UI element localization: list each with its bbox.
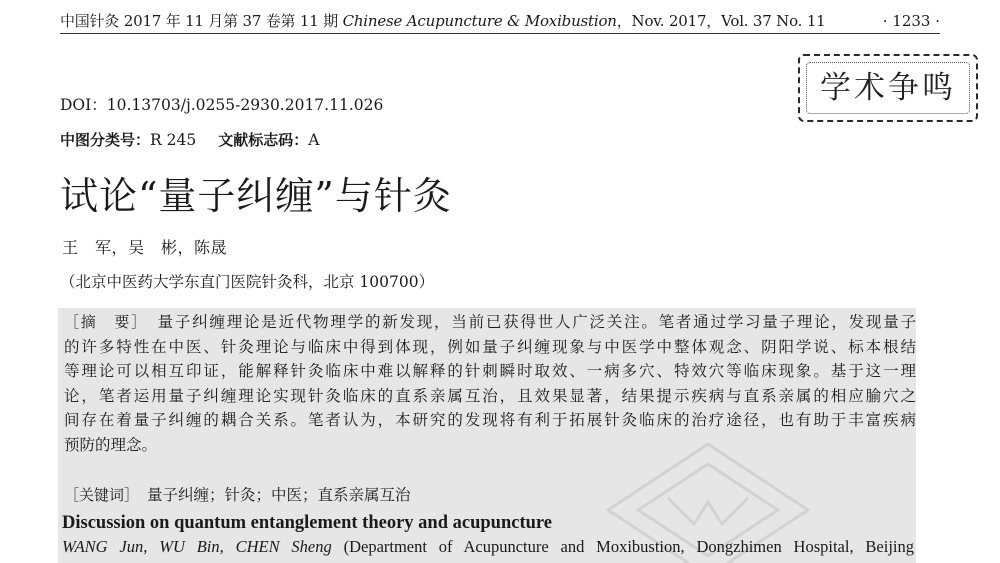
clc-value: R 245 (150, 131, 197, 149)
abstract-line: ［摘 要］ 量子纠缠理论是近代物理学的新发现，当前已获得世人广泛关注。笔者通过学习量子理论，发现量子 (64, 313, 916, 331)
page-number: · 1233 · (882, 12, 940, 30)
abstract-line: 间存在着量子纠缠的耦合关系。笔者认为，本研究的发现将有利于拓展针灸临床的治疗途径，也有助于丰富疾病 (64, 411, 916, 429)
journal-info (60, 10, 826, 32)
doi: DOI：10.13703/j.0255-2930.2017.11.026 (60, 96, 384, 114)
english-authors-line (62, 535, 914, 559)
stamp-text: 学术争鸣 (820, 70, 956, 106)
abstract-tag: ［摘 要］ (64, 313, 141, 331)
classification-line (60, 129, 319, 151)
running-header (60, 10, 940, 32)
document-code-value: A (308, 131, 320, 149)
abstract-line: 论，笔者运用量子纠缠理论实现针灸临床的直系亲属互治，且效果显著，结果提示疾病与直系亲属的相应腧穴之 (64, 386, 916, 405)
journal-name-cn: 中国针灸 2017 年 11 月第 37 卷第 11 期 (60, 12, 338, 30)
document-code-label: 文献标志码： (218, 131, 309, 149)
keywords (64, 483, 411, 507)
english-authors: WANG Jun, WU Bin, CHEN Sheng (62, 537, 332, 556)
clc-label: 中图分类号： (60, 131, 151, 149)
abstract-line: 预防的理念。 (64, 435, 158, 454)
authors: 王 军，吴 彬，陈晟 (62, 238, 228, 257)
abstract (64, 310, 916, 457)
english-title: Discussion on quantum entanglement theory and acupuncture (62, 513, 552, 533)
english-affiliation: (Department of Acupuncture and Moxibustion, Dongzhimen Hospital, Beijing (331, 537, 914, 556)
abstract-line: 的许多特性在中医、针灸理论与临床中得到体现，例如量子纠缠现象与中医学中整体观念、阴阳学说、标本根结 (64, 337, 916, 356)
column-stamp (798, 54, 978, 122)
affiliation: （北京中医药大学东直门医院针灸科，北京 100700） (60, 273, 435, 291)
keywords-tag: ［关键词］ (64, 486, 132, 504)
header-rule (60, 33, 940, 34)
keywords-value: 量子纠缠；针灸；中医；直系亲属互治 (147, 486, 411, 504)
journal-name-en: Chinese Acupuncture & Moxibustion (342, 12, 617, 30)
abstract-line: 等理论可以相互印证，能解释针灸临床中难以解释的针刺瞬时取效、一病多穴、特效穴等临床现象。基于这一理 (64, 362, 916, 380)
journal-issue-en: ，Nov. 2017，Vol. 37 No. 11 (616, 12, 826, 30)
page-title: 试论“量子纠缠”与针灸 (60, 174, 452, 218)
